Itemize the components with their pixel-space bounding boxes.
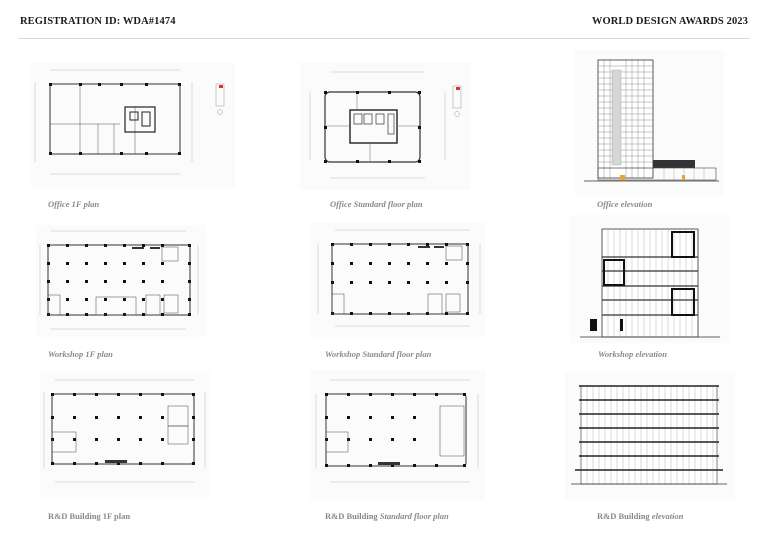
caption-suffix: Standard floor plan: [379, 511, 449, 521]
caption-workshop-elevation: Workshop elevation: [598, 349, 668, 359]
workshop-1f-plan-drawing: [36, 225, 206, 337]
workshop-standard-floor-plan-drawing: [310, 222, 485, 337]
workshop-elevation-drawing: [570, 215, 730, 343]
caption-workshop-1f-plan: Workshop 1F plan: [48, 349, 113, 359]
caption-rd-building-elevation: [597, 511, 683, 521]
caption-prefix: R&D Building: [597, 511, 652, 521]
caption-rd-building-1f-plan: [48, 511, 130, 521]
caption-prefix: R&D Building: [48, 511, 103, 521]
office-standard-floor-plan-drawing: [300, 62, 470, 190]
caption-prefix: R&D Building: [325, 511, 380, 521]
header-divider: [18, 38, 750, 39]
caption-rd-building-standard-floor-plan: [325, 511, 449, 521]
registration-id: REGISTRATION ID: WDA#1474: [20, 16, 176, 27]
rd-building-elevation-drawing: [565, 372, 735, 500]
rd-building-1f-plan-drawing: [40, 372, 210, 497]
rd-building-standard-floor-plan-drawing: [310, 370, 485, 500]
caption-suffix: 1F plan: [102, 511, 131, 521]
office-1f-plan-drawing: [30, 62, 235, 187]
caption-workshop-standard-floor-plan: Workshop Standard floor plan: [325, 349, 432, 359]
caption-suffix: elevation: [651, 511, 684, 521]
caption-office-standard-floor-plan: Office Standard floor plan: [330, 199, 423, 209]
caption-office-elevation: Office elevation: [597, 199, 653, 209]
award-title: WORLD DESIGN AWARDS 2023: [591, 16, 748, 27]
office-elevation-drawing: [574, 50, 724, 195]
caption-office-1f-plan: Office 1F plan: [48, 199, 100, 209]
